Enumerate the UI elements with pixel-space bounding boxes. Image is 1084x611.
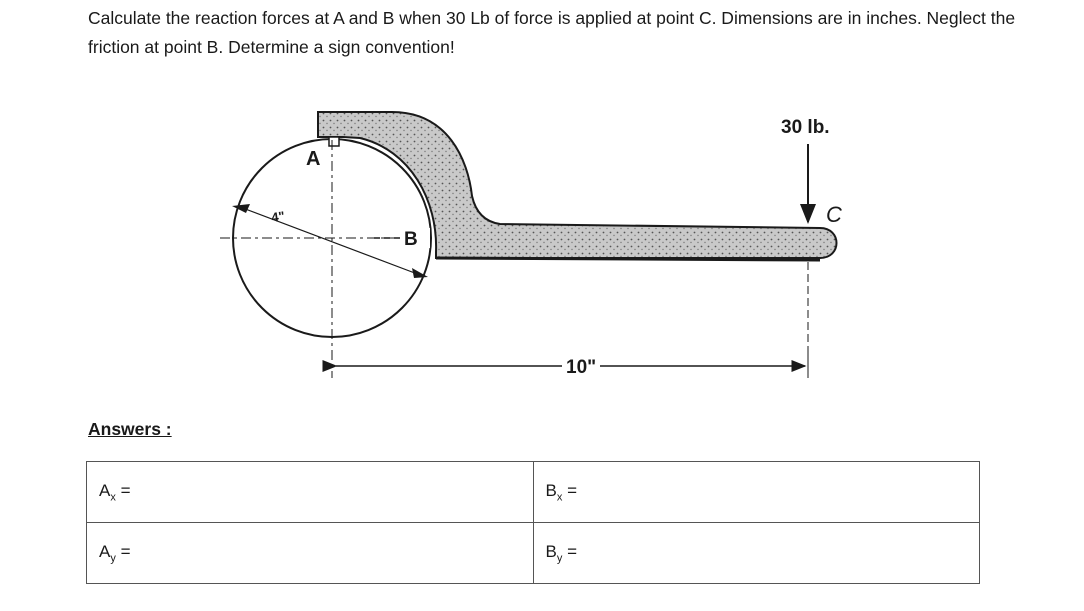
radius-dimension-line [240, 207, 420, 275]
wrench-body [318, 112, 837, 258]
answer-cell-ay[interactable]: $A_y$ = [87, 523, 534, 584]
hook-pin [329, 137, 339, 146]
answer-cell-by[interactable]: $B_y$ = [533, 523, 980, 584]
answer-cell-bx[interactable]: $B_x$ = [533, 462, 980, 523]
table-row [87, 523, 980, 584]
point-a-label: A [306, 148, 321, 170]
answer-cell-ax[interactable]: $A_x$ = [87, 462, 534, 523]
answers-heading: Answers : [88, 419, 172, 439]
table-row [87, 462, 980, 523]
radius-label: 4" [270, 208, 286, 225]
point-b-label: B [404, 229, 418, 250]
problem-statement: Calculate the reaction forces at A and B when 30 Lb of force is applied at point C. Dimensions are in inches. Neglect the friction at point B. Determine a sign convention! [88, 8, 1016, 57]
load-label: 30 lb. [781, 117, 830, 138]
point-c-label: C [826, 202, 842, 227]
length-label: 10" [566, 357, 597, 378]
answers-table [86, 461, 980, 584]
